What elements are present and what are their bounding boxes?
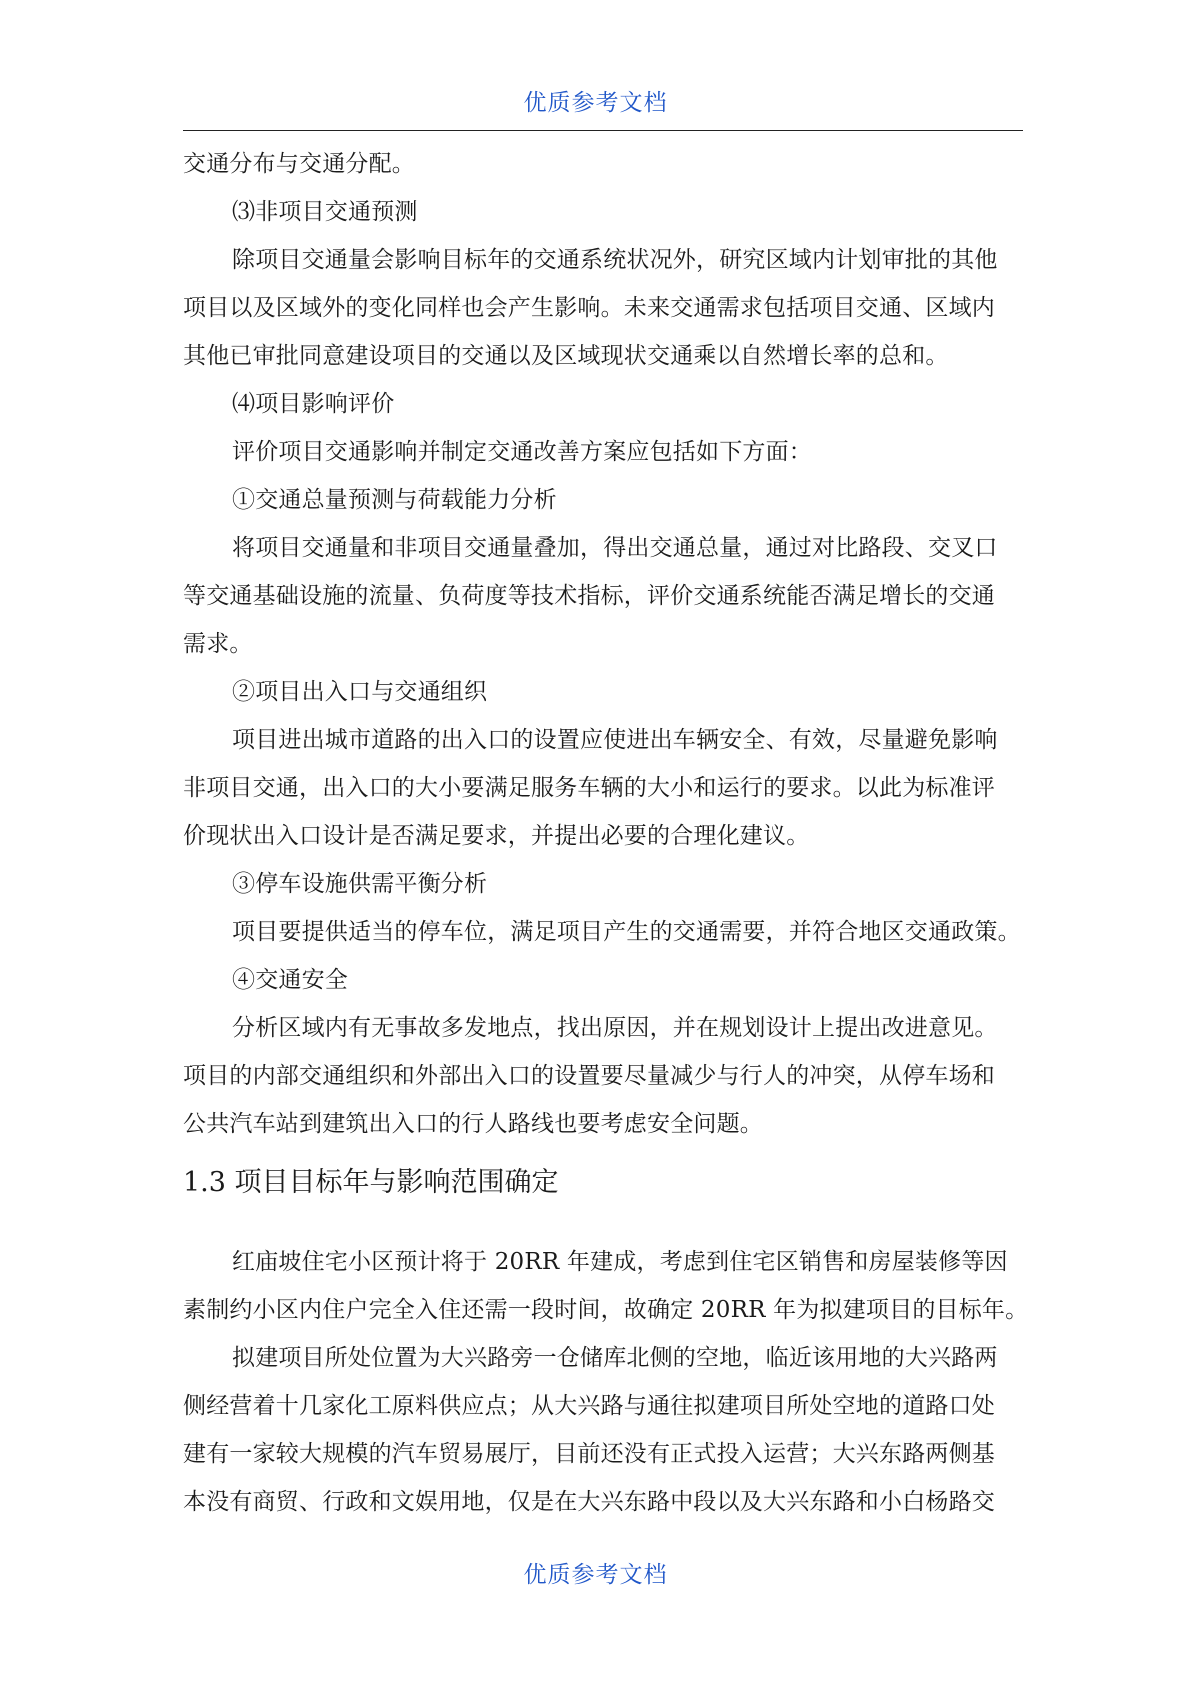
paragraph-line: 需求。 [183, 631, 253, 657]
paragraph-line: 项目的内部交通组织和外部出入口的设置要尽量减少与行人的冲突，从停车场和 [183, 1063, 995, 1089]
paragraph-line: 交通分布与交通分配。 [183, 151, 415, 177]
paragraph-line: 素制约小区内住户完全入住还需一段时间，故确定 20RR 年为拟建项目的目标年。 [183, 1297, 1029, 1323]
section-spacer [183, 1212, 1023, 1238]
list-item-title: ③停车设施供需平衡分析 [232, 871, 488, 897]
paragraph-line: 非项目交通，出入口的大小要满足服务车辆的大小和运行的要求。以此为标准评 [183, 775, 995, 801]
paragraph-line: 其他已审批同意建设项目的交通以及区域现状交通乘以自然增长率的总和。 [183, 343, 949, 369]
paragraph-line: 项目以及区域外的变化同样也会产生影响。未来交通需求包括项目交通、区域内 [183, 295, 995, 321]
paragraph-line: 除项目交通量会影响目标年的交通系统状况外，研究区域内计划审批的其他 [232, 247, 998, 273]
paragraph-line: 公共汽车站到建筑出入口的行人路线也要考虑安全问题。 [183, 1111, 763, 1137]
subsection-title: ⑷项目影响评价 [232, 391, 395, 417]
paragraph-line: 评价项目交通影响并制定交通改善方案应包括如下方面： [232, 439, 812, 465]
paragraph-line: 侧经营着十几家化工原料供应点；从大兴路与通往拟建项目所处空地的道路口处 [183, 1393, 995, 1419]
paragraph-line: 等交通基础设施的流量、负荷度等技术指标，评价交通系统能否满足增长的交通 [183, 583, 995, 609]
paragraph-line: 分析区域内有无事故多发地点，找出原因，并在规划设计上提出改进意见。 [232, 1015, 998, 1041]
document-body [183, 140, 1029, 1526]
page-footer-title: 优质参考文档 [523, 1562, 668, 1588]
page-header-title: 优质参考文档 [523, 90, 668, 116]
paragraph-line: 拟建项目所处位置为大兴路旁一仓储库北侧的空地，临近该用地的大兴路两 [232, 1345, 998, 1371]
paragraph-line: 项目进出城市道路的出入口的设置应使进出车辆安全、有效，尽量避免影响 [232, 727, 998, 753]
list-item-title: ①交通总量预测与荷载能力分析 [232, 487, 557, 513]
paragraph-line: 本没有商贸、行政和文娱用地，仅是在大兴东路中段以及大兴东路和小白杨路交 [183, 1489, 995, 1515]
paragraph-line: 建有一家较大规模的汽车贸易展厅，目前还没有正式投入运营；大兴东路两侧基 [183, 1441, 995, 1467]
subsection-title: ⑶非项目交通预测 [232, 199, 418, 225]
paragraph-line: 价现状出入口设计是否满足要求，并提出必要的合理化建议。 [183, 823, 810, 849]
list-item-title: ②项目出入口与交通组织 [232, 679, 488, 705]
header-divider [183, 130, 1023, 131]
paragraph-line: 将项目交通量和非项目交通量叠加，得出交通总量，通过对比路段、交叉口 [232, 535, 998, 561]
section-heading: 1.3 项目目标年与影响范围确定 [183, 1167, 559, 1198]
paragraph-line: 红庙坡住宅小区预计将于 20RR 年建成，考虑到住宅区销售和房屋装修等因 [232, 1249, 1008, 1275]
paragraph-line: 项目要提供适当的停车位，满足项目产生的交通需要，并符合地区交通政策。 [232, 919, 1021, 945]
list-item-title: ④交通安全 [232, 967, 348, 993]
